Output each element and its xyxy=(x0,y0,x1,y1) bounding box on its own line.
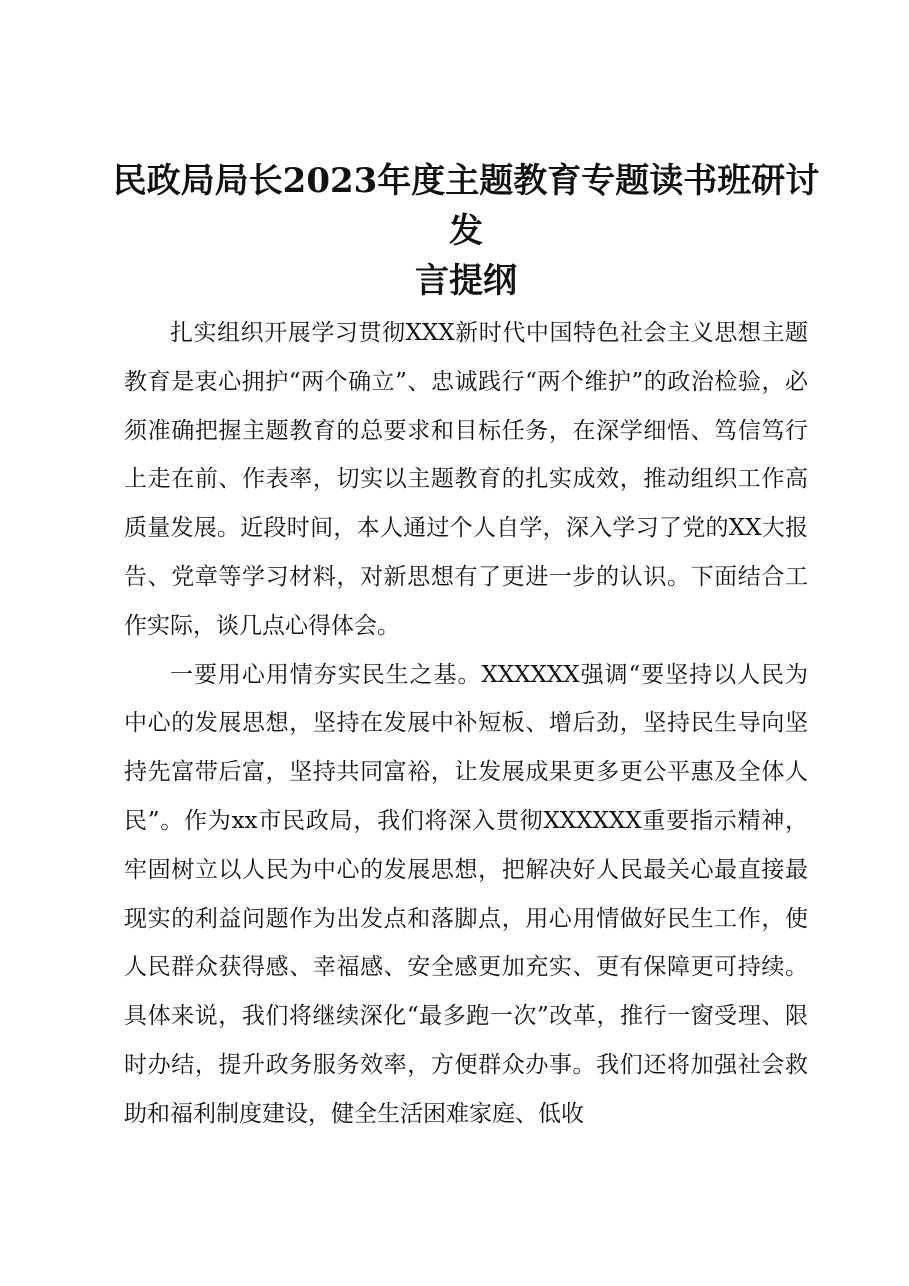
document-body xyxy=(124,309,808,1139)
title-line-2: 言提纲 xyxy=(415,261,517,301)
paragraph-intro: 扎实组织开展学习贯彻XXX新时代中国特色社会主义思想主题教育是衷心拥护“两个确立”、忠诚践行“两个维护”的政治检验，必须准确把握主题教育的总要求和目标任务，在深学细悟、笃信笃行上走在前、作表率，切实以主题教育的扎实成效，推动组织工作高质量发展。近段时间，本人通过个人自学，深入学习了党的XX大报告、党章等学习材料，对新思想有了更进一步的认识。下面结合工作实际，谈几点心得体会。 xyxy=(124,320,808,639)
paragraph-point-one: 一要用心用情夯实民生之基。XXXXXX强调“要坚持以人民为中心的发展思想，坚持在发展中补短板、增后劲，坚持民生导向坚持先富带后富，坚持共同富裕，让发展成果更多更公平惠及全体人民”。作为xx市民政局，我们将深入贯彻XXXXXX重要指示精神，牢固树立以人民为中心的发展思想，把解决好人民最关心最直接最现实的利益问题作为出发点和落脚点，用心用情做好民生工作，使人民群众获得感、幸福感、安全感更加充实、更有保障更可持续。具体来说，我们将继续深化“最多跑一次”改革，推行一窗受理、限时办结，提升政务服务效率，方便群众办事。我们还将加强社会救助和福利制度建设，健全生活困难家庭、低收 xyxy=(124,661,808,1127)
title-line-1: 民政局局长2023年度主题教育专题读书班研讨发 xyxy=(112,161,820,251)
document-title xyxy=(100,156,832,306)
